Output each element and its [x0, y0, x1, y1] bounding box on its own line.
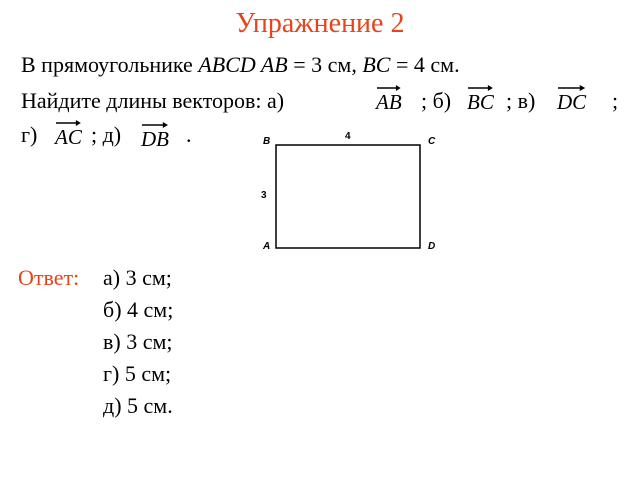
- vector-arrow-icon: [142, 122, 168, 128]
- answer-label: Ответ:: [18, 265, 80, 290]
- answer-item: д) 5 см.: [103, 393, 173, 418]
- segment-ab: AB: [255, 52, 288, 77]
- vector-arrow-icon: [377, 85, 401, 91]
- vector-bc: BC: [467, 91, 494, 113]
- answer-item: а) 3 см;: [103, 265, 172, 290]
- problem-text: В прямоугольнике: [21, 52, 199, 77]
- vector-dc: DC: [557, 91, 586, 113]
- slide-title: Упражнение 2: [235, 8, 405, 39]
- vertex-c-label: C: [428, 136, 436, 147]
- vector-ac: AC: [55, 126, 82, 148]
- problem-text: ; в): [506, 88, 536, 113]
- vector-arrow-icon: [468, 85, 493, 91]
- problem-text: г): [21, 122, 38, 147]
- problem-text: ; б): [421, 88, 452, 113]
- problem-line-2: [21, 88, 284, 114]
- side-top-label: 4: [345, 131, 351, 142]
- vector-db: DB: [141, 128, 169, 150]
- vertex-a-label: A: [263, 241, 271, 252]
- vertex-d-label: D: [428, 241, 436, 252]
- side-left-label: 3: [261, 190, 267, 201]
- vector-arrow-icon: [56, 120, 81, 126]
- segment-bc: BC: [362, 52, 391, 77]
- problem-text: ; д): [91, 122, 122, 147]
- problem-text: Найдите длины векторов: а): [21, 88, 285, 113]
- answer-item: г) 5 см;: [103, 361, 172, 386]
- rectangle-name: ABCD: [198, 52, 256, 77]
- vector-ab: AB: [376, 91, 402, 113]
- problem-text: = 3 см,: [287, 52, 363, 77]
- problem-text: .: [186, 122, 192, 147]
- answer-item: б) 4 см;: [103, 297, 174, 322]
- problem-text: ;: [612, 88, 619, 113]
- answer-item: в) 3 см;: [103, 329, 173, 354]
- rectangle-shape: [255, 130, 445, 255]
- vector-arrow-icon: [558, 85, 585, 91]
- problem-text: = 4 см.: [390, 52, 460, 77]
- problem-line-1: [21, 52, 460, 78]
- vertex-b-label: B: [263, 136, 271, 147]
- rectangle-diagram: [255, 130, 445, 255]
